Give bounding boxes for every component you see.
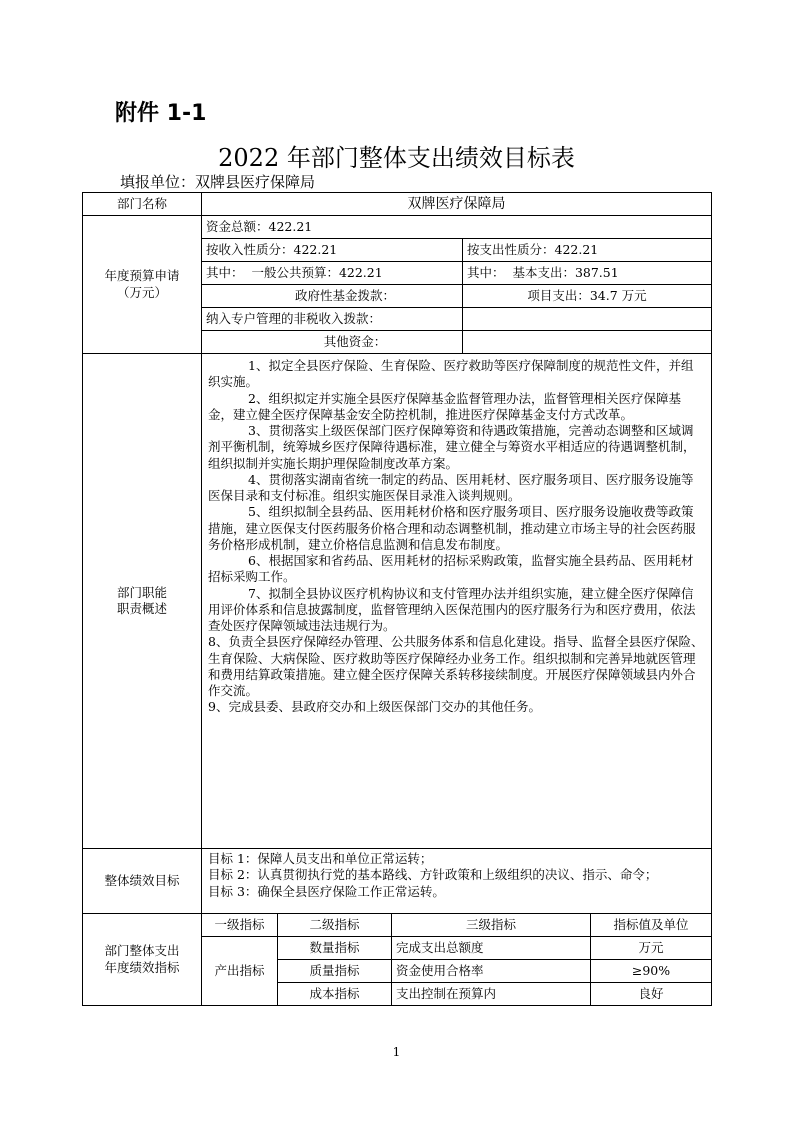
indicator-level3: 完成支出总额度 <box>392 937 591 960</box>
performance-table <box>82 192 711 1006</box>
duty-item: 2、组织拟定并实施全县医疗保障基金监督管理办法，监督管理相关医疗保障基金，建立健全医疗保障基金安全防控机制，推进医疗保障基金支付方式改革。 <box>208 390 681 422</box>
dept-value: 双牌医疗保障局 <box>202 193 712 216</box>
budget-label-line1: 年度预算申请 <box>104 268 180 284</box>
indicator-header: 三级指标 <box>392 914 591 937</box>
budget-basic-expense: 其中： 基本支出：387.51 <box>463 262 712 285</box>
budget-other-empty <box>463 331 712 354</box>
indicator-header: 指标值及单位 <box>591 914 712 937</box>
duty-item: 6、根据国家和省药品、医用耗材的招标采购政策，监督实施全县药品、医用耗材招标采购工作。 <box>208 553 694 585</box>
budget-general-public: 其中： 一般公共预算：422.21 <box>202 262 463 285</box>
goals-label: 整体绩效目标 <box>83 849 202 914</box>
indicator-level3: 资金使用合格率 <box>392 960 591 983</box>
budget-other: 其他资金： <box>202 331 463 354</box>
indicator-level2: 数量指标 <box>278 937 392 960</box>
duties-content <box>202 354 712 849</box>
indicator-level2: 成本指标 <box>278 983 392 1006</box>
indicator-row <box>202 937 712 960</box>
indicator-value: ≥90% <box>591 960 712 983</box>
duties-label-line1: 部门职能 <box>116 584 167 600</box>
indicators-label-line2: 年度绩效指标 <box>104 959 180 975</box>
budget-nontax-empty <box>463 308 712 331</box>
indicators-label <box>83 914 202 1006</box>
duty-item: 7、拟制全县协议医疗机构协议和支付管理办法并组织实施，建立健全医疗保障信用评价体系和信息披露制度，监督管理纳入医保范围内的医疗服务行为和医疗费用，依法查处医疗保障领域违法违规行为。 <box>208 585 696 633</box>
page-title: 2022 年部门整体支出绩效目标表 <box>218 144 575 172</box>
indicator-header-cells <box>202 914 712 937</box>
duty-item: 9、完成县委、县政府交办和上级医保部门交办的其他任务。 <box>208 699 541 715</box>
budget-project-expense: 项目支出：34.7 万元 <box>463 285 712 308</box>
indicator-header: 一级指标 <box>202 914 278 937</box>
budget-label <box>83 216 202 354</box>
goal-item: 目标 2：认真贯彻执行党的基本路线、方针政策和上级组织的决议、指示、命令； <box>208 867 658 883</box>
budget-gov-fund: 政府性基金拨款： <box>202 285 463 308</box>
duty-item: 8、负责全县医疗保障经办管理、公共服务体系和信息化建设。指导、监督全县医疗保险、生育保险、大病保险、医疗救助等医疗保障经办业务工作。组织拟制和完善异地就医管理和费用结算政策措施。建立健全医疗保障关系转移接续制度。开展医疗保障领域县内外合作交流。 <box>208 634 704 698</box>
goal-item: 目标 1：保障人员支出和单位正常运转； <box>208 851 433 866</box>
duties-row <box>83 354 712 849</box>
indicator-value: 良好 <box>591 983 712 1006</box>
indicator-level3: 支出控制在预算内 <box>392 983 591 1006</box>
indicator-level1: 产出指标 <box>202 937 278 1006</box>
duty-item: 1、拟定全县医疗保险、生育保险、医疗救助等医疗保障制度的规范性文件，并组织实施。 <box>208 358 694 390</box>
indicator-row <box>202 983 712 1006</box>
indicator-header-row <box>83 914 712 1006</box>
duty-item: 3、贯彻落实上级医保部门医疗保障筹资和待遇政策措施，完善动态调整和区域调剂平衡机制，统筹城乡医疗保障待遇标准，建立健全与筹资水平相适应的待遇调整机制，组织拟制并实施长期护理保险制度改革方案。 <box>208 423 696 471</box>
goals-row <box>83 849 712 914</box>
goals-content <box>202 849 712 914</box>
indicator-grid <box>202 914 712 1006</box>
indicator-level2: 质量指标 <box>278 960 392 983</box>
dept-label: 部门名称 <box>83 193 202 216</box>
duties-label-line2: 职责概述 <box>116 601 167 616</box>
page-number: 1 <box>392 1045 401 1059</box>
budget-nontax: 纳入专户管理的非税收入拨款： <box>202 308 463 331</box>
reporting-unit: 填报单位：双牌县医疗保障局 <box>120 173 316 191</box>
budget-by-expense: 按支出性质分：422.21 <box>463 239 712 262</box>
annex-label: 附件 1-1 <box>115 101 207 126</box>
duty-item: 4、贯彻落实湖南省统一制定的药品、医用耗材、医疗服务项目、医疗服务设施等医保目录和支付标准。组织实施医保目录准入谈判规则。 <box>208 471 694 503</box>
indicator-row <box>202 960 712 983</box>
budget-by-income: 按收入性质分：422.21 <box>202 239 463 262</box>
indicators-label-line1: 部门整体支出 <box>104 943 180 959</box>
indicator-header: 二级指标 <box>278 914 392 937</box>
dept-row <box>83 193 712 216</box>
budget-total: 资金总额：422.21 <box>202 216 712 239</box>
budget-label-line2: （万元） <box>116 284 167 300</box>
goal-item: 目标 3：确保全县医疗保险工作正常运转。 <box>208 883 445 899</box>
duties-label <box>83 354 202 849</box>
duty-item: 5、组织拟制全县药品、医用耗材价格和医疗服务项目、医疗服务设施收费等政策措施，建立医保支付医药服务价格合理和动态调整机制，推动建立市场主导的社会医药服务价格形成机制，建立价格信息监测和信息发布制度。 <box>208 504 696 552</box>
budget-total-row <box>83 216 712 239</box>
indicator-value: 万元 <box>591 937 712 960</box>
